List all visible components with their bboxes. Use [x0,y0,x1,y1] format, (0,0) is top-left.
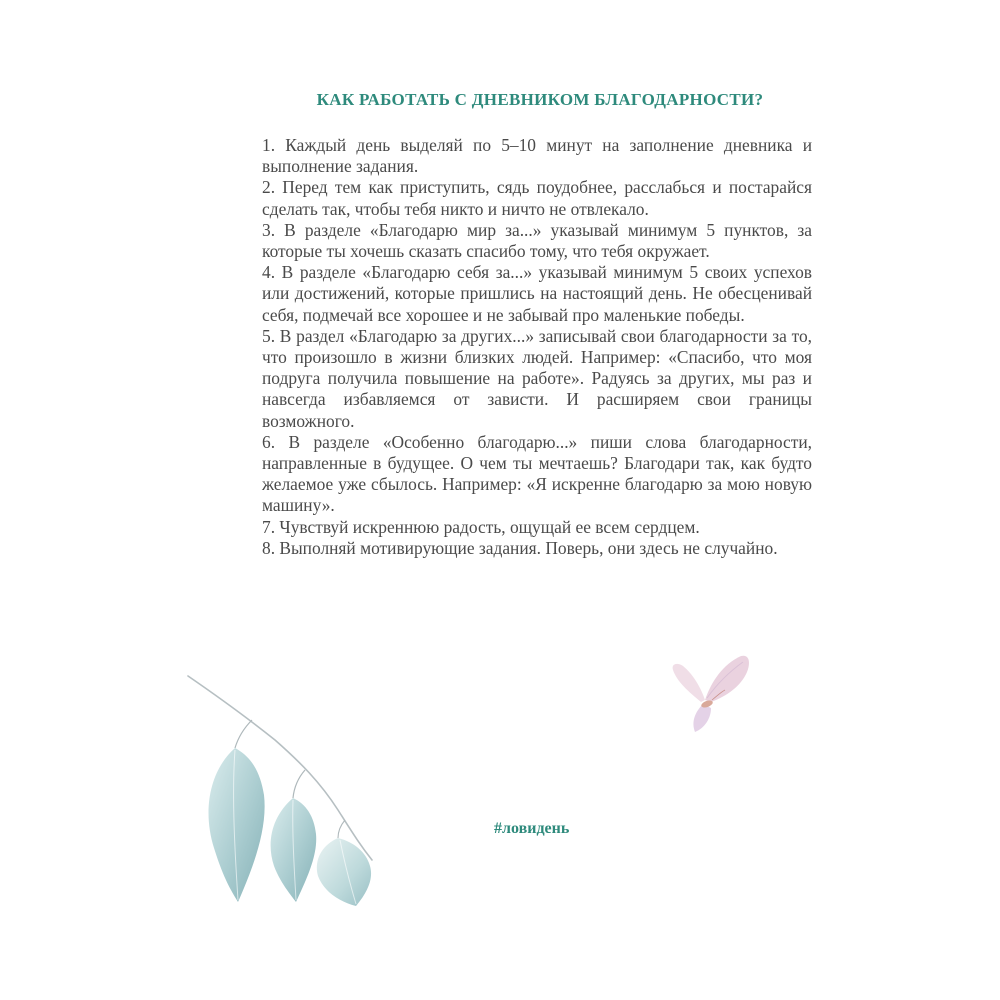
leaf-branch-illustration [180,670,400,910]
instruction-step-8: 8. Выполняй мотивирующие задания. Поверь, они здесь не случайно. [262,537,778,558]
instruction-step-5: 5. В раздел «Благодарю за других...» записывай свои благодарности за то, что произошло в жизни близких людей. Например: «Спасибо, что моя подруга получила повышение на работе». Радуясь за других, мы раз и навсегда избавляемся от зависти. И расширяем свои границы возможного. [262,325,812,431]
instruction-step-7: 7. Чувствуй искреннюю радость, ощущай ее всем сердцем. [262,516,700,537]
instruction-step-2: 2. Перед тем как приступить, сядь поудобнее, расслабься и постарайся сделать так, чтобы тебя никто и ничто не отвлекало. [262,177,812,219]
instruction-step-3: 3. В разделе «Благодарю мир за...» указывай минимум 5 пунктов, за которые ты хочешь сказать спасибо тому, что тебя окружает. [262,219,812,262]
butterfly-upper-wing [705,656,749,702]
hashtag: #ловидень [494,820,570,837]
page-title: КАК РАБОТАТЬ С ДНЕВНИКОМ БЛАГОДАРНОСТИ? [316,90,764,109]
leaf-1 [209,748,265,902]
leaf-2 [271,798,317,902]
butterfly-illustration [665,652,755,742]
butterfly-lower-wing [673,664,711,732]
instruction-step-4: 4. В разделе «Благодарю себя за...» указывай минимум 5 своих успехов или достижений, которые пришлись на настоящий день. Не обесценивай себя, подмечай все хорошее и не забывай про маленькие победы. [262,262,812,325]
instruction-step-6: 6. В разделе «Особенно благодарю...» пиши слова благодарности, направленные в будущее. О чем ты мечтаешь? Благодари так, как будто желаемое уже сбылось. Например: «Я искренне благодарю за мою новую машину». [262,431,812,516]
instructions-list [262,135,812,559]
instruction-step-1: 1. Каждый день выделяй по 5–10 минут на заполнение дневника и выполнение задания. [262,135,812,177]
